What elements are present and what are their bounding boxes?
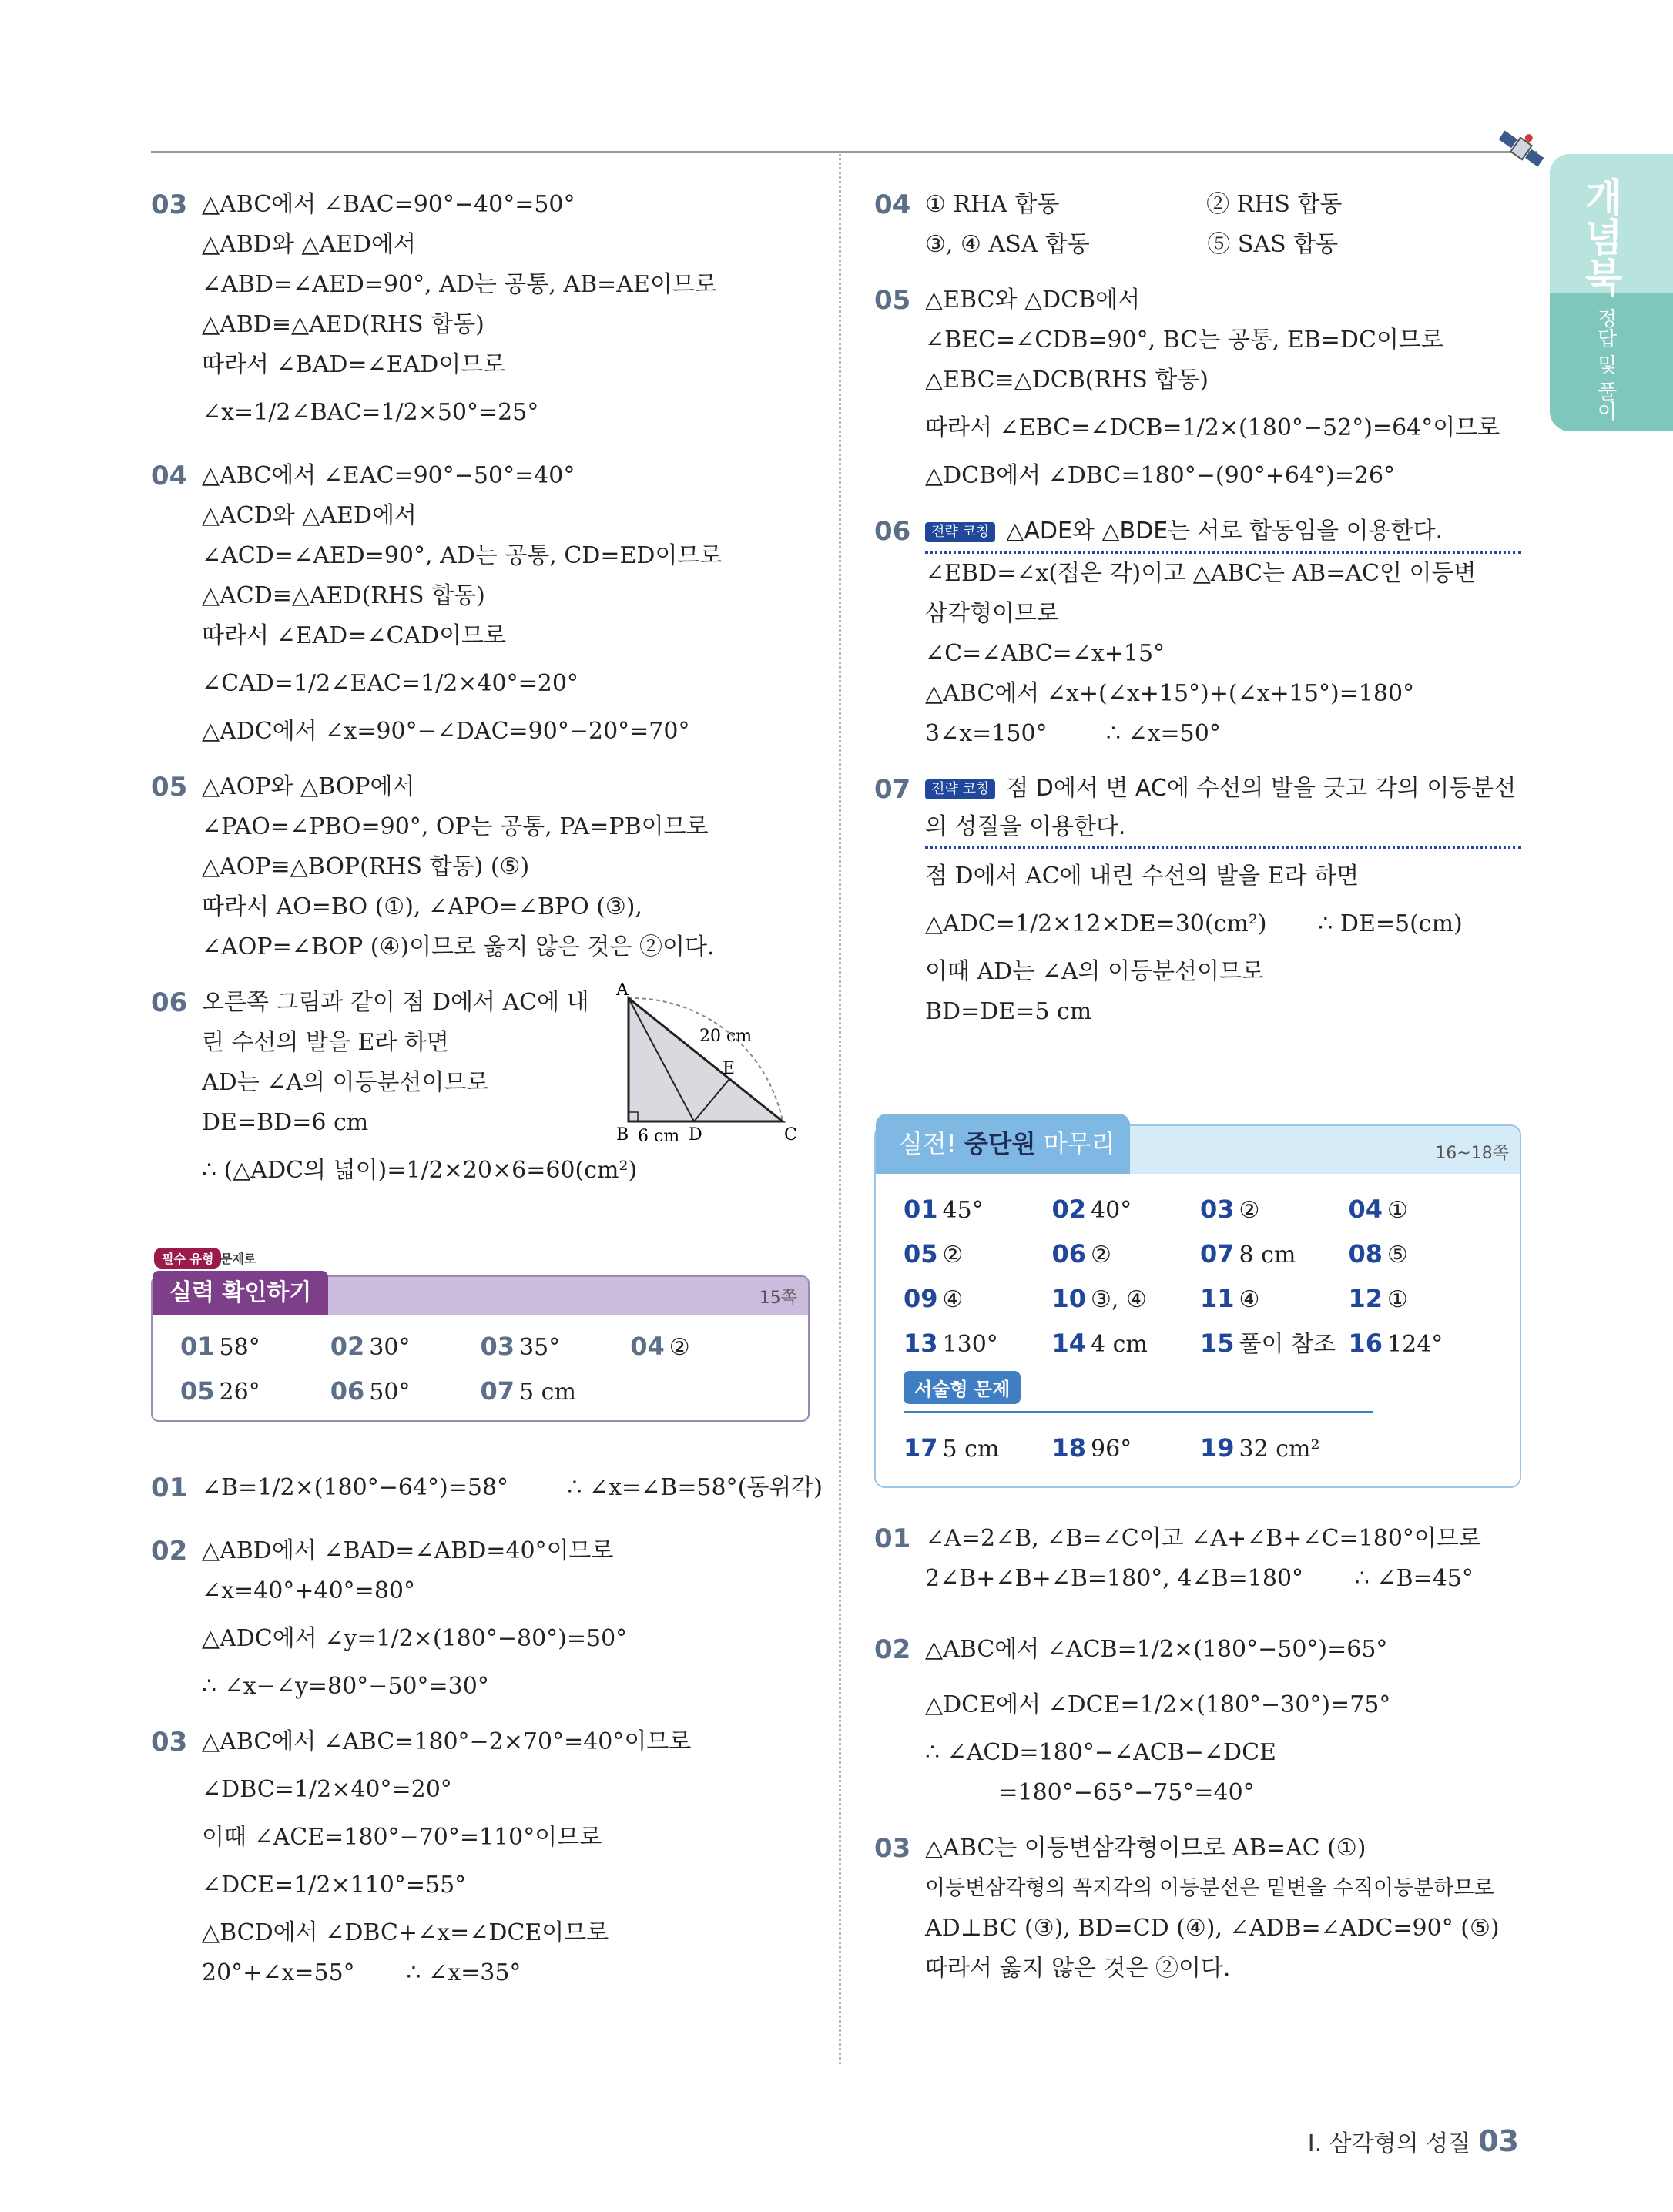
solution-line: △BCD에서 ∠DBC+∠x=∠DCE이므로 [202,1919,609,1946]
solution-line: ∠B=1/2×(180°−64°)=58° ∴ ∠x=∠B=58°(동위각) [202,1474,823,1501]
answer-item: 04 ② [630,1332,690,1361]
page-footer [1308,2124,1519,2158]
solution-line: 따라서 ∠EBC=∠DCB=1/2×(180°−52°)=64°이므로 [925,414,1500,441]
answer-item: 01 45° [904,1195,984,1224]
problem-number: 03 [874,1833,911,1864]
solution-line: ∠DBC=1/2×40°=20° [202,1776,452,1803]
answer-item: 06 50° [330,1376,411,1406]
answer-grid [153,1315,808,1420]
solution-line: ① RHA 합동 ② RHS 합동 [925,191,1343,218]
problem-number: 02 [874,1634,911,1665]
answer-item: 15 풀이 참조 [1200,1329,1336,1358]
answer-item: 03 ② [1200,1195,1260,1224]
left-column [151,185,823,2009]
solution-line: △ABC는 이등변삼각형이므로 AB=AC (①) [925,1835,1366,1862]
answer-item: 01 58° [180,1332,260,1361]
solution-r06 [874,511,1521,754]
solution-line: ∠C=∠ABC=∠x+15° [925,640,1165,667]
solution-line: △ACD와 △AED에서 [202,502,417,529]
solution-line: 이등변삼각형의 꼭지각의 이등분선은 밑변을 수직이등분하므로 [925,1876,1494,1900]
length-bd: 6 cm [638,1127,680,1145]
answer-box-title: 실력 확인하기 [153,1271,328,1315]
solution-line: ∠EBD=∠x(접은 각)이고 △ABC는 AB=AC인 이등변 [925,560,1477,587]
top-rule [151,151,1537,153]
answer-box-practice [151,1252,810,1422]
problem-number: 07 [874,774,911,805]
problem-number: 03 [151,1727,188,1758]
badge-problem: 문제로 [220,1252,256,1266]
side-tab-sub: 정답 및 풀이 [1594,308,1617,421]
solution-line: ∠CAD=1/2∠EAC=1/2×40°=20° [202,670,578,697]
right-column [874,185,1521,2004]
solution-line: △DCE에서 ∠DCE=1/2×(180°−30°)=75° [925,1691,1391,1718]
satellite-icon [1494,122,1548,176]
solution-line: BD=DE=5 cm [925,998,1092,1025]
answer-item: 12 ① [1348,1284,1408,1313]
answer-item: 08 ⑤ [1348,1239,1408,1269]
problem-number: 06 [151,987,188,1018]
page-reference: 16~18쪽 [1435,1144,1509,1163]
answer-item: 10 ③, ④ [1051,1284,1147,1313]
solution-line: △AOP와 △BOP에서 [202,773,415,800]
essay-label: 서술형 문제 [904,1371,1021,1404]
solution-line: ∠x=40°+40°=80° [202,1577,415,1604]
problem-number: 04 [151,461,188,491]
solution-line: ∠AOP=∠BOP (④)이므로 옳지 않은 것은 ②이다. [202,933,715,960]
solution-line: 오른쪽 그림과 같이 점 D에서 AC에 내 [202,989,589,1016]
answer-box-header [153,1252,808,1315]
problem-number: 01 [151,1473,188,1503]
solution-line: △ABD와 △AED에서 [202,231,416,258]
solution-line: 따라서 옳지 않은 것은 ②이다. [925,1955,1231,1982]
solution-line: △EBC와 △DCB에서 [925,287,1141,313]
label-B: B [616,1125,629,1145]
solution-line: △ACD≡△AED(RHS 합동) [202,582,485,609]
strategy-badge: 전략 코칭 [925,522,995,542]
column-divider [839,154,841,2064]
answer-item: 18 96° [1051,1433,1132,1463]
solution-line: AD는 ∠A의 이등분선이므로 [202,1069,489,1096]
label-E: E [723,1059,736,1078]
side-tab-label: 개념북 [1578,177,1623,297]
solution-line: 이때 ∠ACE=180°−70°=110°이므로 [202,1824,602,1851]
solution-line: ∠BEC=∠CDB=90°, BC는 공통, EB=DC이므로 [925,327,1443,354]
strategy-hint: 전략 코칭 점 D에서 변 AC에 수선의 발을 긋고 각의 이등분선의 성질을 이용한다. [925,769,1521,849]
answer-item: 06 ② [1051,1239,1111,1269]
answer-item: 13 130° [904,1329,998,1358]
review-solution-03 [874,1828,1521,1989]
solution-line: △AOP≡△BOP(RHS 합동) (⑤) [202,853,530,880]
answer-box-title: 실전! 중단원 마무리 [876,1114,1130,1174]
chapter-title: Ⅰ. 삼각형의 성질 [1307,2130,1471,2157]
solution-line: ∠ABD=∠AED=90°, AD는 공통, AB=AE이므로 [202,271,717,298]
essay-section [876,1368,1520,1422]
answer-item: 02 30° [330,1332,411,1361]
solution-line: ③, ④ ASA 합동 ⑤ SAS 합동 [925,231,1339,258]
problem-number: 05 [874,285,911,316]
solution-line: =180°−65°−75°=40° [925,1779,1255,1806]
practice-solution-02 [151,1531,810,1707]
badge-required: 필수 유형 [154,1248,221,1269]
practice-solution-01 [151,1460,823,1516]
answer-item: 05 ② [904,1239,964,1269]
solution-04 [151,456,810,752]
answer-grid [876,1174,1520,1368]
solution-line: 삼각형이므로 [925,600,1059,627]
label-A: A [616,983,629,1000]
page-number: 03 [1478,2124,1519,2158]
solution-line: △DCB에서 ∠DBC=180°−(90°+64°)=26° [925,462,1396,489]
strategy-badge: 전략 코칭 [925,779,995,799]
solution-line: △ABC에서 ∠BAC=90°−40°=50° [202,191,575,218]
solution-line: △ABC에서 ∠x+(∠x+15°)+(∠x+15°)=180° [925,680,1415,707]
solution-r07 [874,769,1521,1032]
answer-item: 16 124° [1348,1329,1443,1358]
answer-item: 03 35° [480,1332,561,1361]
triangle-figure [605,983,813,1145]
solution-line: ∠ACD=∠AED=90°, AD는 공통, CD=ED이므로 [202,542,723,569]
solution-05 [151,767,810,967]
solution-line: 따라서 ∠BAD=∠EAD이므로 [202,351,506,378]
problem-number: 01 [874,1523,911,1554]
side-tab[interactable] [1550,154,1673,431]
answer-item: 14 4 cm [1051,1329,1148,1358]
solution-line: △ADC에서 ∠x=90°−∠DAC=90°−20°=70° [202,718,690,745]
problem-number: 04 [874,189,911,220]
essay-answer-grid [876,1422,1520,1486]
solution-line: △ABD≡△AED(RHS 합동) [202,311,484,338]
solution-line: ∠A=2∠B, ∠B=∠C이고 ∠A+∠B+∠C=180°이므로 [925,1525,1481,1552]
solution-line: ∴ (△ADC의 넓이)=1/2×20×6=60(cm²) [202,1157,638,1184]
solution-line: 따라서 ∠EAD=∠CAD이므로 [202,622,507,649]
problem-number: 03 [151,189,188,220]
solution-line: ∴ ∠x−∠y=80°−50°=30° [202,1673,489,1700]
length-ac: 20 cm [699,1027,753,1046]
solution-line: △EBC≡△DCB(RHS 합동) [925,367,1209,394]
answer-item: 04 ① [1348,1195,1408,1224]
solution-r05 [874,280,1521,496]
solution-line: △ABD에서 ∠BAD=∠ABD=40°이므로 [202,1537,614,1564]
answer-item: 02 40° [1051,1195,1132,1224]
solution-06 [151,983,810,1198]
page-reference: 15쪽 [759,1289,797,1308]
answer-box-header [876,1126,1520,1174]
review-solution-02 [874,1622,1521,1813]
solution-line: 3∠x=150° ∴ ∠x=50° [925,720,1221,747]
solution-line: ∠PAO=∠PBO=90°, OP는 공통, PA=PB이므로 [202,813,709,840]
problem-number: 06 [874,516,911,547]
answer-item: 19 32 cm² [1200,1433,1320,1463]
solution-line: △ABC에서 ∠ACB=1/2×(180°−50°)=65° [925,1636,1388,1663]
label-D: D [689,1125,702,1145]
solution-line: 2∠B+∠B+∠B=180°, 4∠B=180° ∴ ∠B=45° [925,1565,1474,1592]
answer-item: 17 5 cm [904,1433,1000,1463]
answer-item: 11 ④ [1200,1284,1260,1313]
solution-03 [151,185,810,441]
solution-line: 점 D에서 AC에 내린 수선의 발을 E라 하면 [925,863,1360,890]
answer-item: 07 8 cm [1200,1239,1296,1269]
solution-line: ∠DCE=1/2×110°=55° [202,1872,467,1899]
problem-number: 05 [151,772,188,803]
answer-box-review [874,1124,1521,1488]
solution-line: △ABC에서 ∠ABC=180°−2×70°=40°이므로 [202,1728,692,1755]
solution-line: 이때 AD는 ∠A의 이등분선이므로 [925,958,1264,985]
solution-line: 20°+∠x=55° ∴ ∠x=35° [202,1959,521,1986]
answer-item: 07 5 cm [480,1376,576,1406]
strategy-hint: 전략 코칭 △ADE와 △BDE는 서로 합동임을 이용한다. [925,511,1521,554]
solution-line: ∠x=1/2∠BAC=1/2×50°=25° [202,399,539,426]
solution-line: △ADC=1/2×12×DE=30(cm²) ∴ DE=5(cm) [925,910,1463,937]
solution-line: 따라서 AO=BO (①), ∠APO=∠BPO (③), [202,893,643,920]
solution-line: 린 수선의 발을 E라 하면 [202,1029,449,1056]
essay-divider [904,1411,1373,1413]
practice-solution-03 [151,1722,810,1993]
solution-line: DE=BD=6 cm [202,1109,369,1136]
answer-item: 09 ④ [904,1284,964,1313]
answer-item: 05 26° [180,1376,260,1406]
problem-number: 02 [151,1536,188,1567]
review-solution-01 [874,1519,1521,1599]
solution-line: △ADC에서 ∠y=1/2×(180°−80°)=50° [202,1625,628,1652]
solution-line: AD⊥BC (③), BD=CD (④), ∠ADB=∠ADC=90° (⑤) [925,1915,1500,1942]
label-C: C [784,1125,797,1145]
solution-r04 [874,185,1521,265]
solution-line: ∴ ∠ACD=180°−∠ACB−∠DCE [925,1739,1276,1766]
solution-line: △ABC에서 ∠EAC=90°−50°=40° [202,462,575,489]
